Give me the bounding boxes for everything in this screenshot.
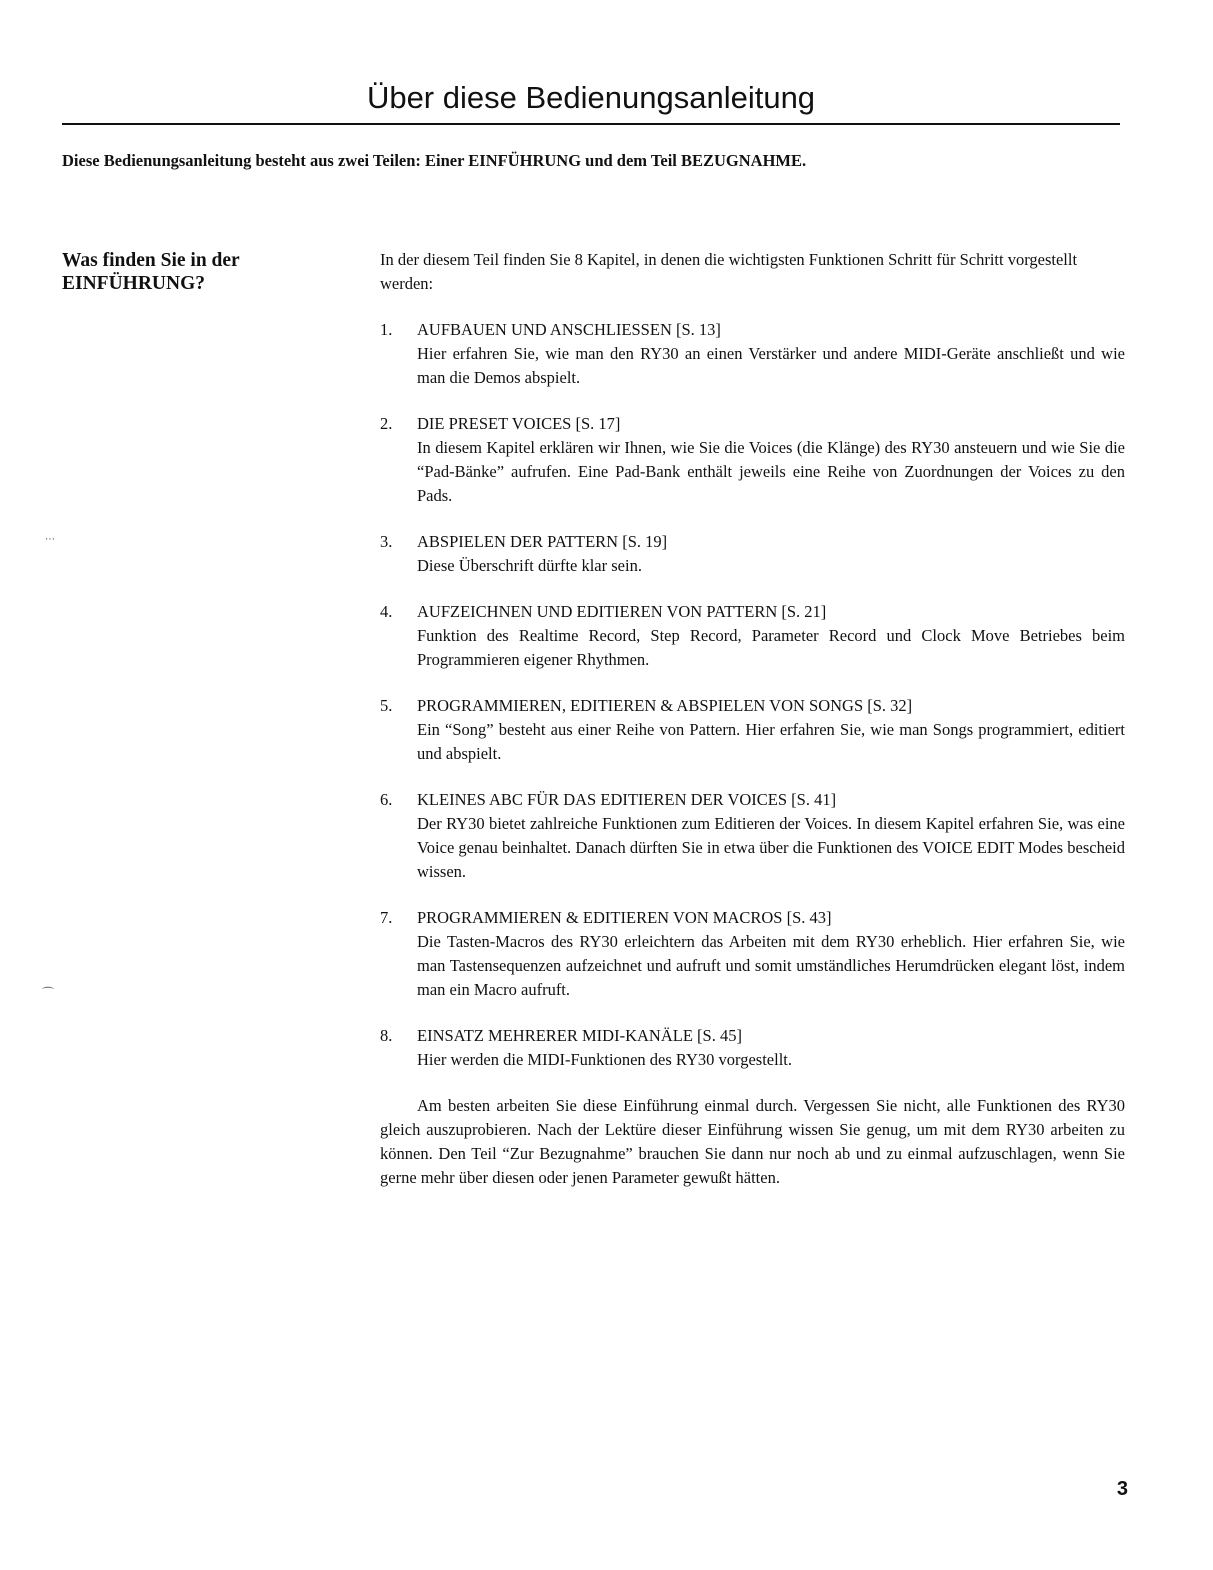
chapter-number: 2. bbox=[380, 414, 393, 433]
chapter-description: In diesem Kapitel erklären wir Ihnen, wie Sie die Voices (die Klänge) des RY30 ansteuern und wie Sie die “Pad-Bänke” aufrufen. Eine Pad-Bank enthält jeweils eine Reihe von Zuordnungen der Voices zu den Pads. bbox=[417, 438, 1125, 505]
page-title: Über diese Bedienungsanleitung bbox=[366, 80, 816, 115]
chapter-title: ABSPIELEN DER PATTERN [S. 19] bbox=[417, 532, 668, 551]
chapter-number: 3. bbox=[380, 532, 393, 551]
chapter-item bbox=[380, 600, 1125, 672]
chapter-list bbox=[380, 318, 1125, 1072]
chapter-description: Hier werden die MIDI-Funktionen des RY30 vorgestellt. bbox=[417, 1050, 793, 1069]
side-heading-line-1: Was finden Sie in der bbox=[62, 250, 240, 271]
chapter-number: 4. bbox=[380, 602, 393, 621]
side-heading-line-2: EINFÜHRUNG? bbox=[62, 273, 206, 294]
chapter-item bbox=[380, 530, 1125, 578]
chapter-item bbox=[380, 788, 1125, 884]
chapter-number: 1. bbox=[380, 320, 393, 339]
chapter-title: PROGRAMMIEREN, EDITIEREN & ABSPIELEN VON SONGS [S. 32] bbox=[417, 696, 913, 715]
chapter-title: AUFZEICHNEN UND EDITIEREN VON PATTERN [S. 21] bbox=[417, 602, 827, 621]
chapter-title: AUFBAUEN UND ANSCHLIESSEN [S. 13] bbox=[417, 320, 721, 339]
chapter-item bbox=[380, 1024, 1125, 1072]
scan-mark-dash: ⌒ bbox=[42, 986, 55, 1000]
chapter-item bbox=[380, 694, 1125, 766]
chapter-description: Die Tasten-Macros des RY30 erleichtern das Arbeiten mit dem RY30 erheblich. Hier erfahren Sie, wie man Tastensequenzen aufzeichnet und aufruft und somit umständliches Herumdrücken elegant löst, indem man ein Macro aufruft. bbox=[417, 932, 1125, 999]
chapter-number: 5. bbox=[380, 696, 393, 715]
lead-paragraph: In der diesem Teil finden Sie 8 Kapitel, in denen die wichtigsten Funktionen Schritt für Schritt vorgestellt werden: bbox=[380, 250, 1078, 293]
chapter-number: 6. bbox=[380, 790, 393, 809]
outro-paragraph: Am besten arbeiten Sie diese Einführung einmal durch. Vergessen Sie nicht, alle Funktionen des RY30 gleich auszuprobieren. Nach der Lektüre dieser Einführung wissen Sie genug, um mit dem RY30 arbeiten zu können. Den Teil “Zur Bezugnahme” brauchen Sie dann nur noch ab und zu einmal aufzuschlagen, wenn Sie gerne mehr über diesen oder jenen Parameter gewußt hätten. bbox=[380, 1096, 1125, 1187]
chapter-title: PROGRAMMIEREN & EDITIEREN VON MACROS [S. 43] bbox=[417, 908, 832, 927]
chapter-item bbox=[380, 318, 1125, 390]
scan-mark-dots: ⋯ bbox=[45, 534, 55, 545]
title-rule bbox=[62, 123, 1120, 125]
chapter-description: Diese Überschrift dürfte klar sein. bbox=[417, 556, 642, 575]
chapter-title: DIE PRESET VOICES [S. 17] bbox=[417, 414, 621, 433]
chapter-number: 8. bbox=[380, 1026, 393, 1045]
intro-text: Diese Bedienungsanleitung besteht aus zwei Teilen: Einer EINFÜHRUNG und dem Teil BEZUGNAHME. bbox=[62, 151, 807, 170]
chapter-title: KLEINES ABC FÜR DAS EDITIEREN DER VOICES [S. 41] bbox=[417, 790, 837, 809]
chapter-item bbox=[380, 906, 1125, 1002]
chapter-item bbox=[380, 412, 1125, 508]
chapter-description: Ein “Song” besteht aus einer Reihe von Pattern. Hier erfahren Sie, wie man Songs programmiert, editiert und abspielt. bbox=[417, 720, 1125, 763]
chapter-title: EINSATZ MEHRERER MIDI-KANÄLE [S. 45] bbox=[417, 1026, 742, 1045]
chapter-description: Funktion des Realtime Record, Step Record, Parameter Record und Clock Move Betriebes beim Programmieren eigener Rhythmen. bbox=[417, 626, 1125, 669]
chapter-description: Der RY30 bietet zahlreiche Funktionen zum Editieren der Voices. In diesem Kapitel erfahren Sie, was eine Voice genau beinhaltet. Danach dürften Sie in etwa über die Funktionen des VOICE EDIT Modes bescheid wissen. bbox=[417, 814, 1125, 881]
chapter-description: Hier erfahren Sie, wie man den RY30 an einen Verstärker und andere MIDI-Geräte anschließt und wie man die Demos abspielt. bbox=[417, 344, 1125, 387]
main-content bbox=[380, 248, 1125, 1190]
chapter-number: 7. bbox=[380, 908, 393, 927]
side-heading bbox=[62, 249, 322, 295]
page-number: 3 bbox=[1116, 1478, 1128, 1500]
